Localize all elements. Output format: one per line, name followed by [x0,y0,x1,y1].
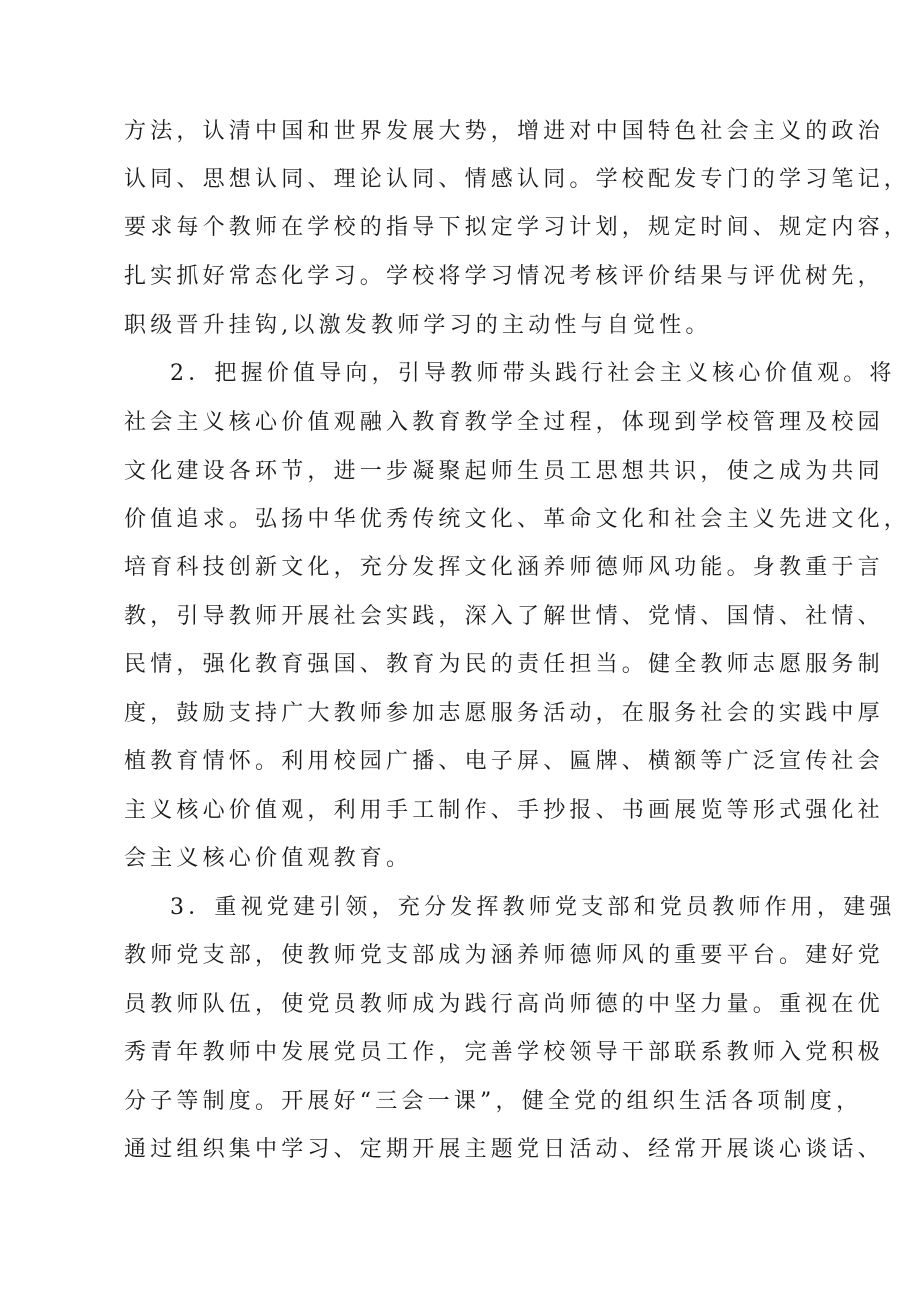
text-line: 职级晋升挂钩,以激发教师学习的主动性与自觉性。 [124,313,712,338]
text-line: 秀青年教师中发展党员工作，完善学校领导干部联系教师入党积极 [124,1040,884,1065]
paragraph-3-start: 3．重视党建引领，充分发挥教师党支部和党员教师作用，建强 [170,895,896,920]
text-line: 会主义核心价值观教育。 [124,846,413,871]
text-line: 培育科技创新文化，充分发挥文化涵养师德师风功能。身教重于言 [124,555,884,580]
text-line: 教，引导教师开展社会实践，深入了解世情、党情、国情、社情、 [124,604,884,629]
paragraph-2-start: 2．把握价值导向，引导教师带头践行社会主义核心价值观。将 [170,361,896,386]
text-line: 民情，强化教育强国、教育为民的责任担当。健全教师志愿服务制 [124,652,884,677]
text-line: 认同、思想认同、理论认同、情感认同。学校配发专门的学习笔记， [124,167,911,192]
text-line: 主义核心价值观，利用手工制作、手抄报、书画展览等形式强化社 [124,798,884,823]
text-line: 员教师队伍，使党员教师成为践行高尚师德的中坚力量。重视在优 [124,992,884,1017]
text-line: 扎实抓好常态化学习。学校将学习情况考核评价结果与评优树先， [124,264,884,289]
text-line: 度，鼓励支持广大教师参加志愿服务活动，在服务社会的实践中厚 [124,701,884,726]
text-line: 教师党支部，使教师党支部成为涵养师德师风的重要平台。建好党 [124,943,884,968]
text-line: 要求每个教师在学校的指导下拟定学习计划，规定时间、规定内容， [124,215,911,240]
text-line: 通过组织集中学习、定期开展主题党日活动、经常开展谈心谈话、 [124,1137,884,1162]
text-line: 方法，认清中国和世界发展大势，增进对中国特色社会主义的政治 [124,119,884,144]
text-line: 社会主义核心价值观融入教育教学全过程，体现到学校管理及校园 [124,410,884,435]
text-line: 植教育情怀。利用校园广播、电子屏、匾牌、横额等广泛宣传社会 [124,749,884,774]
text-line: 文化建设各环节，进一步凝聚起师生员工思想共识，使之成为共同 [124,459,884,484]
text-line: 分子等制度。开展好“三会一课”，健全党的组织生活各项制度， [124,1089,863,1114]
text-line: 价值追求。弘扬中华优秀传统文化、革命文化和社会主义先进文化， [124,507,911,532]
